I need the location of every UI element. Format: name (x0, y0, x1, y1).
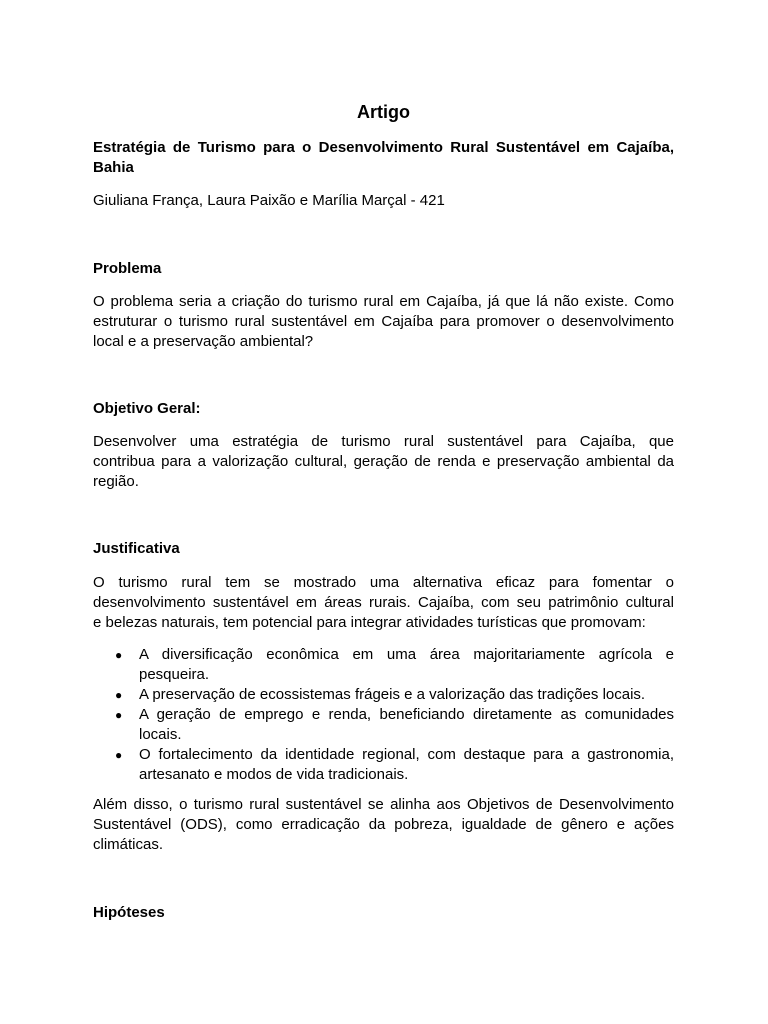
paragraph-problema (93, 292, 674, 352)
paragraph-line: estruturar o turismo rural sustentável em Cajaíba para promover o desenvolvimento (93, 313, 674, 330)
paragraph-line: contribua para a valorização cultural, geração de renda e preservação ambiental da (93, 453, 674, 470)
paragraph-line: Desenvolver uma estratégia de turismo rural sustentável para Cajaíba, que (93, 433, 674, 450)
paragraph-objetivo (93, 432, 674, 492)
bullet-icon: ● (115, 748, 123, 762)
list-item (93, 705, 674, 745)
paragraph-line: região. (93, 473, 139, 490)
subtitle-line: Estratégia de Turismo para o Desenvolvimento Rural Sustentável em Cajaíba, (93, 139, 674, 156)
paragraph-justificativa (93, 573, 674, 633)
section-heading-problema: Problema (93, 260, 162, 277)
bullet-icon: ● (115, 708, 123, 722)
list-item-line: A preservação de ecossistemas frágeis e a valorização das tradições locais. (139, 686, 646, 703)
list-item-line: O fortalecimento da identidade regional, com destaque para a gastronomia, (139, 746, 674, 763)
paragraph-line: Sustentável (ODS), como erradicação da pobreza, igualdade de gênero e ações (93, 816, 674, 833)
paragraph-line: desenvolvimento sustentável em áreas rurais. Cajaíba, com seu patrimônio cultural (93, 594, 674, 611)
paragraph-line: O turismo rural tem se mostrado uma alternativa eficaz para fomentar o (93, 574, 674, 591)
list-item-line: locais. (139, 726, 182, 743)
subtitle-line: Bahia (93, 159, 134, 176)
bullet-icon: ● (115, 648, 123, 662)
document-title: Artigo (357, 102, 410, 122)
document-authors: Giuliana França, Laura Paixão e Marília Marçal - 421 (93, 192, 445, 209)
document-subtitle (93, 138, 674, 178)
bullet-list (93, 645, 674, 785)
paragraph-line: Além disso, o turismo rural sustentável se alinha aos Objetivos de Desenvolvimento (93, 796, 674, 813)
paragraph-ods (93, 795, 674, 855)
section-heading-objetivo: Objetivo Geral: (93, 400, 201, 417)
list-item-line: A geração de emprego e renda, beneficiando diretamente as comunidades (139, 706, 674, 723)
paragraph-line: climáticas. (93, 836, 164, 853)
paragraph-line: local e a preservação ambiental? (93, 333, 314, 350)
paragraph-line: e belezas naturais, tem potencial para integrar atividades turísticas que promovam: (93, 614, 646, 631)
list-item-line: artesanato e modos de vida tradicionais. (139, 766, 409, 783)
list-item (93, 745, 674, 785)
list-item-line: A diversificação econômica em uma área majoritariamente agrícola e (139, 646, 674, 663)
list-item (93, 645, 674, 685)
bullet-icon: ● (115, 688, 123, 702)
paragraph-line: O problema seria a criação do turismo rural em Cajaíba, já que lá não existe. Como (93, 293, 674, 310)
section-heading-justificativa: Justificativa (93, 540, 180, 557)
list-item-line: pesqueira. (139, 666, 210, 683)
section-heading-hipoteses: Hipóteses (93, 904, 165, 921)
list-item (93, 685, 674, 705)
